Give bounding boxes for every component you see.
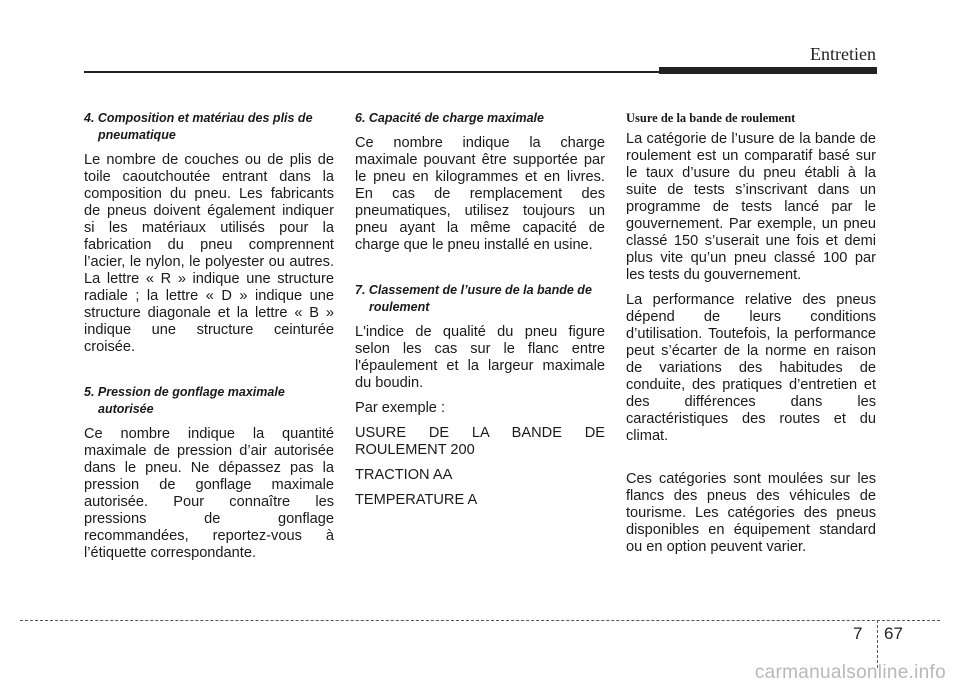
header-rule-thin xyxy=(84,71,659,73)
paragraph-temperature-value: TEMPERATURE A xyxy=(355,492,478,508)
subheading-ply-composition: 4. Composition et matériau des plis de pneumatique xyxy=(84,111,313,142)
spacer xyxy=(355,262,605,282)
column-2 xyxy=(355,110,605,517)
subheading-treadwear-rating: 7. Classement de l’usure de la bande de roulement xyxy=(355,283,592,314)
paragraph-max-load: Ce nombre indique la charge maximale pouvant être supportée par le pneu en kilogrammes et en livres. En cas de remplacement des pneumatiques, utilisez toujours un pneu ayant la même capacité de charge que le pneu installé en usine. xyxy=(355,135,605,253)
watermark: carmanualsonline.info xyxy=(754,662,946,683)
paragraph-treadwear-grade: La catégorie de l’usure de la bande de roulement est un comparatif basé sur le taux d’usure du pneu établi à la suite de tests s’inscrivant dans un programme de tests lancé par le gouvernement. Par exemple, un pneu classé 150 s’userait une fois et demi plus vite qu’un pneu classé 100 par les tests du gouvernement. xyxy=(626,131,876,283)
paragraph-max-pressure: Ce nombre indique la quantité maximale de pression d’air autorisée dans le pneu. Ne dépassez pas la pression de gonflage maximale autorisée. Pour connaître les pressions de gonflage recommandées, reportez-vous à l’étiquette correspondante. xyxy=(84,426,334,561)
paragraph-ply-composition: Le nombre de couches ou de plis de toile caoutchoutée entrant dans la composition du pneu. Les fabricants de pneus doivent également indiquer si les matériaux utilisés pour la fabrication du pneu comprennent l’acier, le nylon, le polyester ou autres. La lettre « R » indique une structure radiale ; la lettre « D » indique une structure diagonale et la lettre « B » indique une structure ceinturée croisée. xyxy=(84,152,334,355)
header-rule-thick xyxy=(659,67,877,74)
column-1 xyxy=(84,110,334,570)
spacer xyxy=(84,364,334,384)
footer-dashed-divider xyxy=(877,620,878,668)
section-title: Entretien xyxy=(810,44,876,64)
chapter-number: 7 xyxy=(853,624,863,643)
spacer xyxy=(626,453,876,471)
column-3 xyxy=(626,110,876,564)
page-number: 67 xyxy=(884,624,903,643)
paragraph-traction-value: TRACTION AA xyxy=(355,467,453,483)
subheading-max-load: 6. Capacité de charge maximale xyxy=(355,111,544,125)
subheading-max-pressure: 5. Pression de gonflage maximale autorisée xyxy=(84,385,285,416)
paragraph-relative-performance: La performance relative des pneus dépend de leurs conditions d’utilisation. Toutefois, la performance peut s’écarter de la norme en raison de variations des habitudes de conduite, des pratiques d’entretien et des différences dans les caractéristiques des routes et du climat. xyxy=(626,292,876,444)
subheading-treadwear: Usure de la bande de roulement xyxy=(626,111,796,125)
paragraph-example: Par exemple : xyxy=(355,400,446,416)
paragraph-treadwear-rating: L'indice de qualité du pneu figure selon les cas sur le flanc entre l'épaulement et la largeur maximale du boudin. xyxy=(355,324,605,391)
paragraph-treadwear-value: USURE DE LA BANDE DE ROULEMENT 200 xyxy=(355,425,605,458)
footer-dashed-rule xyxy=(20,620,940,621)
paragraph-grades-molded: Ces catégories sont moulées sur les flancs des pneus des véhicules de tourisme. Les catégories des pneus disponibles en équipement standard ou en option peuvent varier. xyxy=(626,471,876,555)
